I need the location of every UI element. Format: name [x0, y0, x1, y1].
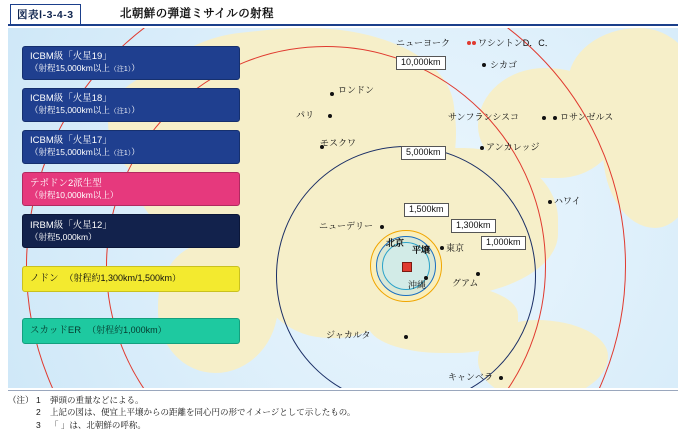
legend-line2: （射程15,000km以上（注1）） [30, 63, 140, 74]
header-divider [8, 24, 678, 26]
city-new-york: ニューヨーク [396, 38, 451, 48]
footnote-lead-spacer [8, 419, 36, 431]
dot-los-angeles [553, 116, 557, 120]
legend-label: ノドン [30, 273, 59, 285]
legend-line2: （射程10,000km以上） [30, 189, 119, 200]
footnote-text: 上記の図は、便宜上平壌からの距離を同心円の形でイメージとして示したもの。 [50, 407, 356, 418]
footnote-number: 2 [36, 407, 41, 418]
dot-canberra [499, 376, 503, 380]
city-beijing: 北京 [386, 238, 405, 248]
dot-paris [328, 114, 332, 118]
legend-icbm-hwasong19 [22, 46, 240, 80]
dot-jakarta [404, 335, 408, 339]
city-moscow: モスクワ [320, 138, 357, 148]
dot-washington-dc [472, 41, 476, 45]
legend-nodong [22, 266, 240, 292]
city-san-francisco: サンフランシスコ [448, 112, 520, 122]
city-pyongyang: 平壌 [412, 245, 431, 255]
footnote-text: 「 」は、北朝鮮の呼称。 [50, 419, 146, 430]
legend-icbm-hwasong18 [22, 88, 240, 122]
figure-number-badge: 図表Ⅰ-3-4-3 [10, 4, 81, 26]
footnote-lead-spacer [8, 406, 36, 418]
city-chicago: シカゴ [490, 60, 518, 70]
label-ring-1500km: 1,500km [404, 203, 449, 217]
legend-note-ref: （注1） [109, 66, 132, 74]
legend-line1: IRBM級「火星12」 [30, 219, 112, 231]
label-ring-5000km: 5,000km [401, 146, 446, 160]
legend-scud-er [22, 318, 240, 344]
footnote-item [8, 406, 678, 418]
footnote-lead: （注） [8, 395, 34, 405]
city-guam: グアム [452, 278, 479, 288]
legend-label: スカッドER [30, 325, 82, 337]
legend-icbm-hwasong17 [22, 130, 240, 164]
legend-row [30, 325, 232, 337]
dot-hawaii [548, 200, 552, 204]
city-canberra: キャンベラ [448, 372, 494, 382]
legend-range: （射程約1,000km） [87, 325, 167, 336]
city-jakarta: ジャカルタ [326, 330, 371, 340]
legend-note-ref: （注1） [109, 150, 132, 158]
legend-note-ref: （注1） [109, 108, 132, 116]
dot-new-delhi [380, 225, 384, 229]
legend-line1: テポドン2派生型 [30, 177, 102, 189]
legend-line1: ICBM級「火星17」 [30, 135, 112, 147]
legend-irbm-hwasong12 [22, 214, 240, 248]
footnote-number: 1 [36, 395, 41, 405]
legend-range: （射程約1,300km/1,500km） [64, 273, 182, 284]
legend-taepodong2 [22, 172, 240, 206]
legend-line1: ICBM級「火星19」 [30, 51, 112, 63]
footnote-number: 3 [36, 419, 41, 430]
city-okinawa: 沖縄 [408, 280, 427, 290]
legend-line1: ICBM級「火星18」 [30, 93, 112, 105]
footnote-item [8, 394, 678, 406]
city-paris: パリ [296, 110, 315, 120]
city-new-delhi: ニューデリー [319, 221, 374, 231]
label-ring-1000km: 1,000km [481, 236, 526, 250]
dot-anchorage [480, 146, 484, 150]
dot-london [330, 92, 334, 96]
legend-line2: （射程5,000km） [30, 231, 97, 242]
city-anchorage: アンカレッジ [486, 142, 540, 152]
footer-divider [8, 390, 678, 391]
footnote-text: 弾頭の重量などによる。 [50, 395, 144, 405]
dot-new-york [467, 41, 471, 45]
dot-tokyo [440, 246, 444, 250]
footnotes [8, 394, 678, 431]
city-los-angeles: ロサンゼルス [560, 112, 614, 122]
city-hawaii: ハワイ [554, 196, 581, 206]
legend-line2: （射程15,000km以上（注1）） [30, 147, 140, 158]
city-london: ロンドン [338, 85, 375, 95]
dot-san-francisco [542, 116, 546, 120]
city-tokyo: 東京 [446, 243, 465, 253]
footnote-item [8, 419, 678, 431]
legend-row [30, 273, 232, 285]
map-panel [8, 28, 678, 388]
dot-chicago [482, 63, 486, 67]
page-title: 北朝鮮の弾道ミサイルの射程 [120, 8, 274, 20]
label-ring-1300km: 1,300km [451, 219, 496, 233]
city-washington-dc: ワシントンD．C． [478, 38, 554, 48]
label-ring-10000km: 10,000km [396, 56, 446, 70]
launch-point-marker [402, 262, 412, 272]
page-header [0, 0, 686, 26]
legend-line2: （射程15,000km以上（注1）） [30, 105, 140, 116]
